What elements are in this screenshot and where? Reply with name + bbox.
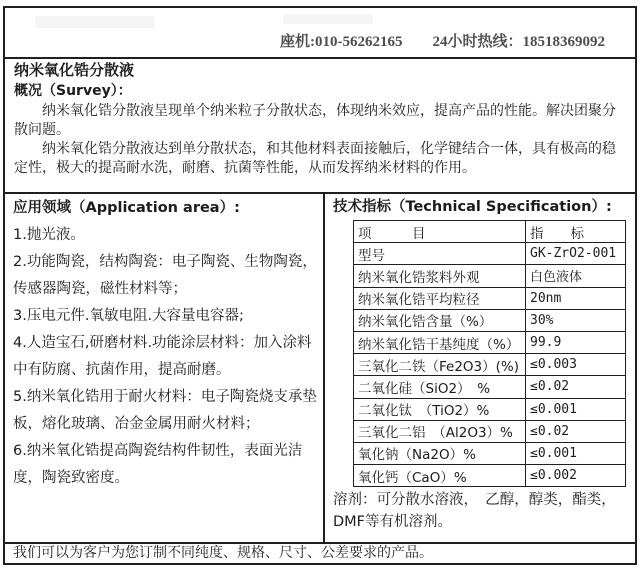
table-header-row [354,221,626,243]
landline-phone-text: 座机:010-56262165 [279,34,403,50]
spec-name: 纳米氧化锆平均粒径 [354,287,526,309]
table-row [354,465,626,487]
table-row [354,309,626,331]
application-item: 4.人造宝石,研磨材料.功能涂层材料：加入涂料中有防腐、抗菌作用，提高耐磨。 [13,335,312,378]
spec-value: 20nm [526,287,626,309]
table-row [354,331,626,353]
column-header-spec: 指 标 [526,221,626,243]
technical-specification-section [325,194,635,542]
spec-value: 白色液体 [526,265,626,287]
specification-table [353,220,626,487]
faded-watermark [35,16,155,28]
spec-name: 氧化钠（Na2O）% [354,442,526,464]
survey-paragraph: 纳米氧化锆分散液达到单分散状态，和其他材料表面接触后，化学键结合一体，具有极高的稳定性，极大的提高耐水洗，耐磨、抗菌等性能，从而发挥纳米材料的作用。 [14,141,616,176]
spec-value: GK-ZrO2-001 [526,243,626,265]
application-list [13,222,317,492]
spec-value: 99.9 [526,331,626,353]
application-item: 3.压电元件.氧敏电阻.大容量电容器; [13,308,244,324]
table-row [354,442,626,464]
spec-name: 二氧化钛 （TiO2）% [354,398,526,420]
survey-paragraph: 纳米氧化锆分散液呈现单个纳米粒子分散状态，体现纳米效应，提高产品的性能。解决团聚分散问题。 [14,103,616,138]
spec-value: 30% [526,309,626,331]
column-header-item: 项 目 [354,221,526,243]
faded-watermark [283,14,373,24]
spec-name: 型号 [354,243,526,265]
survey-heading: 概况（Survey）： [14,83,132,99]
table-row [354,287,626,309]
spec-name: 三氧化二铝 （Al2O3）% [354,420,526,442]
contact-header [5,8,635,59]
spec-name: 二氧化硅（SiO2） % [354,376,526,398]
specification-heading: 技术指标（Technical Specification）: [333,199,612,215]
spec-value: ≤0.003 [526,354,626,376]
spec-name: 纳米氧化锆浆料外观 [354,265,526,287]
application-item: 2.功能陶瓷，结构陶瓷：电子陶瓷、生物陶瓷，传感器陶瓷，磁性材料等； [13,254,317,297]
custom-order-note: 我们可以为客户为您订制不同纯度、规格、尺寸、公差要求的产品。 [5,542,635,563]
solvent-note: 溶剂：可分散水溶液， 乙醇，醇类，酯类，DMF等有机溶剂。 [333,492,616,531]
spec-name: 纳米氧化锆含量（%） [354,309,526,331]
table-row [354,243,626,265]
table-row [354,398,626,420]
spec-name: 氧化钙（CaO）% [354,465,526,487]
product-title: 纳米氧化锆分散液 [14,61,135,79]
application-item: 6.纳米氧化锆提高陶瓷结构件韧性，表面光洁度，陶瓷致密度。 [13,443,303,486]
spec-value: ≤0.02 [526,420,626,442]
document-frame [3,6,637,565]
application-heading: 应用领域（Application area）: [13,200,240,216]
spec-value: ≤0.001 [526,398,626,420]
table-row [354,420,626,442]
application-item: 1.抛光液。 [13,227,85,243]
hotline-phone-text: 24小时热线：18518369092 [432,34,605,50]
table-row [354,354,626,376]
table-row [354,265,626,287]
application-item: 5.纳米氧化锆用于耐火材料：电子陶瓷烧支承垫板，熔化玻璃、冶金金属用耐火材料； [13,389,317,432]
intro-section [5,59,635,194]
spec-name: 纳米氧化锆干基纯度（%） [354,331,526,353]
spec-value: ≤0.002 [526,465,626,487]
spec-value: ≤0.02 [526,376,626,398]
spec-value: ≤0.001 [526,442,626,464]
spec-name: 三氧化二铁（Fe2O3）(%) [354,354,526,376]
application-area-section [5,194,325,542]
table-row [354,376,626,398]
main-columns [5,194,635,542]
